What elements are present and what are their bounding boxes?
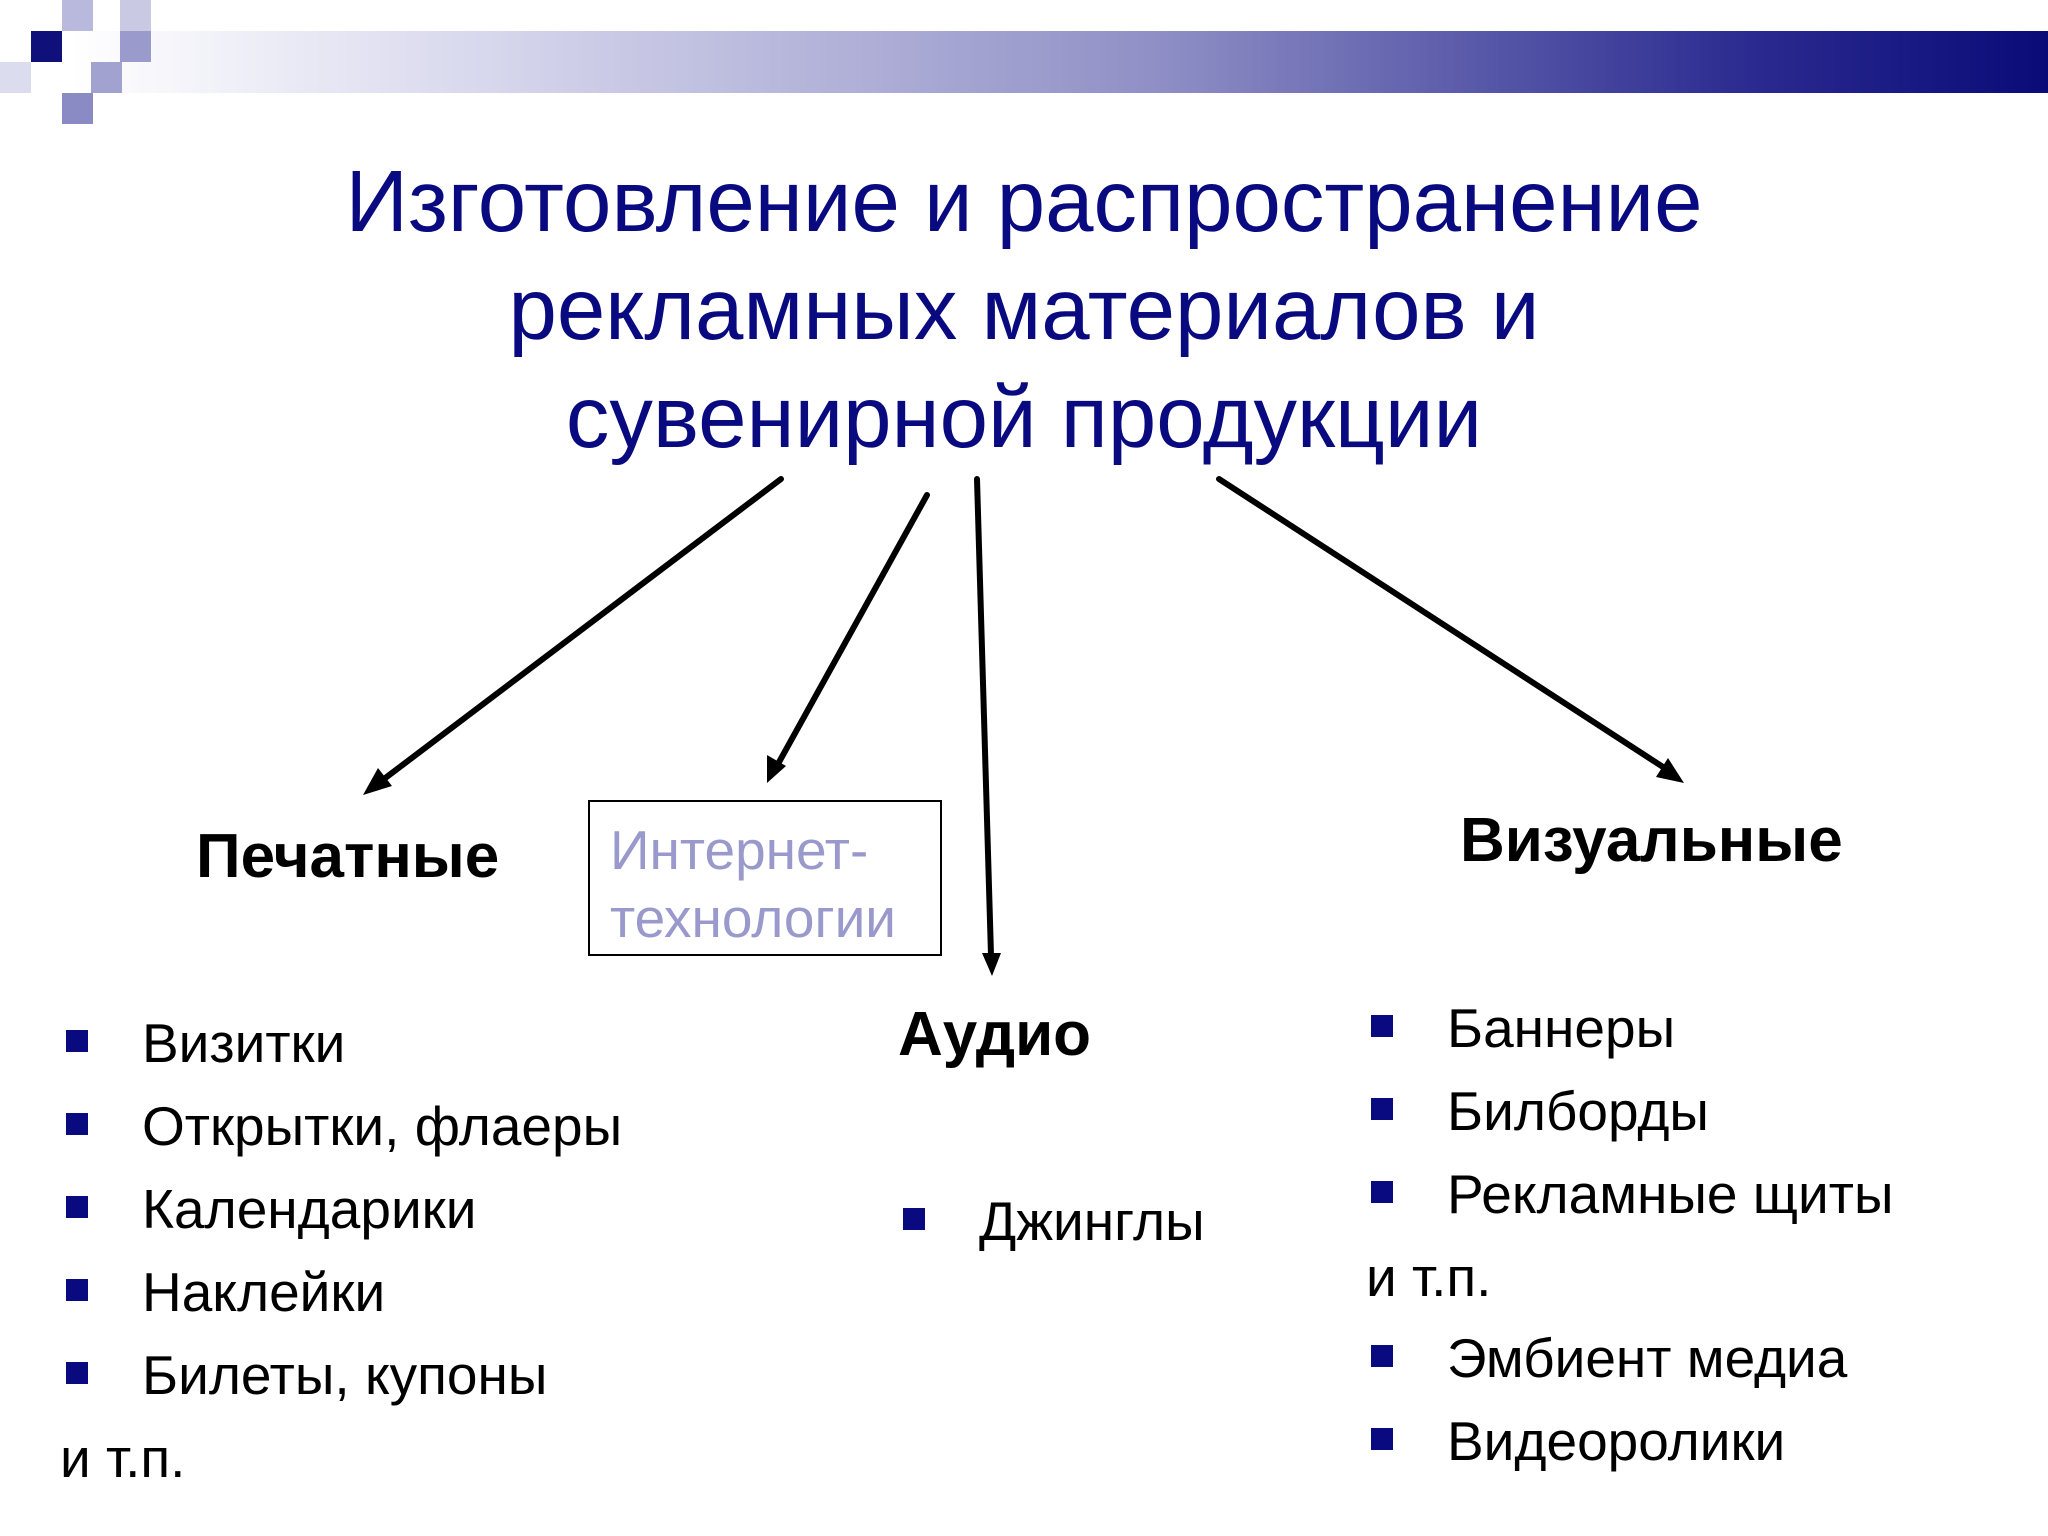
title-line: сувенирной продукции	[565, 369, 1483, 466]
bullet-icon	[1371, 1428, 1393, 1450]
bullet-icon	[903, 1208, 925, 1230]
internet-line: Интернет-	[610, 819, 869, 881]
bullet-icon	[66, 1030, 88, 1052]
print-etc: и т.п.	[60, 1427, 186, 1489]
heading-visual: Визуальные	[1460, 806, 1843, 875]
internet-line: технологии	[610, 887, 897, 949]
arrowhead-audio	[982, 953, 1001, 976]
arrow-to-visual	[1219, 479, 1663, 767]
visual-etc: и т.п.	[1366, 1246, 1492, 1308]
heading-audio: Аудио	[898, 1000, 1092, 1069]
bullet-icon	[66, 1362, 88, 1384]
bullet-icon	[1371, 1098, 1393, 1120]
bullet-icon	[66, 1113, 88, 1135]
bullet-icon	[1371, 1345, 1393, 1367]
bullet-icon	[66, 1196, 88, 1218]
title-line: Изготовление и распространение	[345, 153, 1703, 250]
arrow-to-print	[380, 479, 781, 782]
bullet-icon	[1371, 1015, 1393, 1037]
internet-technologies-box	[588, 800, 942, 956]
arrowhead-print	[363, 768, 392, 795]
arrow-to-internet	[778, 495, 927, 764]
slide: Изготовление и распространение рекламных материалов и сувенирной продукции Печатные Аудио Визуальные Интернет- технологии Визитки Открытки, флаеры Календарики Наклейки Билеты, купоны и т.п. Джинглы Баннеры Билборды Рекламные щиты и т.п. Эмбиент медиа Видеоролики	[0, 0, 2048, 1536]
heading-print: Печатные	[196, 822, 500, 891]
arrow-to-audio	[977, 479, 991, 955]
bullet-icon	[66, 1279, 88, 1301]
bullet-icon	[1371, 1181, 1393, 1203]
title-line: рекламных материалов и	[508, 261, 1540, 358]
